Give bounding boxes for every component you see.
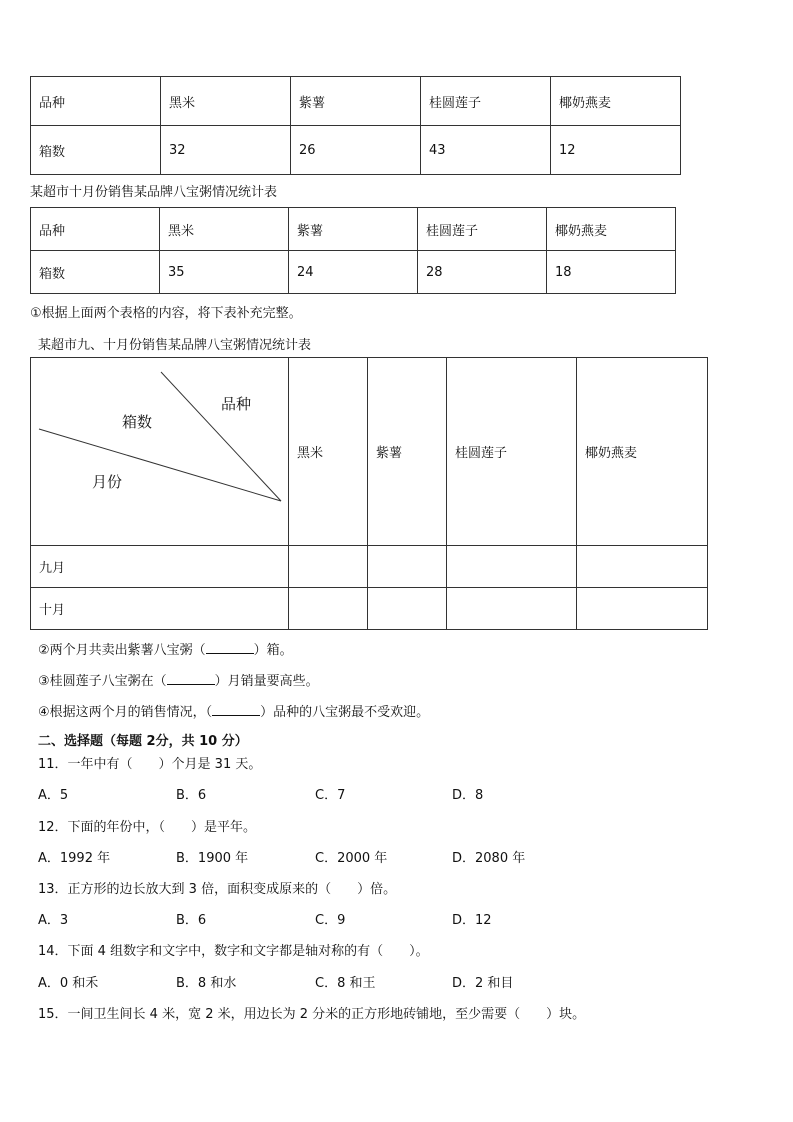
q3-text-pre: ③桂圆莲子八宝粥在（: [38, 674, 167, 689]
answer-blank[interactable]: [167, 672, 215, 685]
option-a[interactable]: A．0 和禾: [38, 976, 99, 991]
option-c[interactable]: C．7: [315, 788, 346, 803]
option-d[interactable]: D．12: [452, 913, 492, 928]
option-d[interactable]: D．2080 年: [452, 851, 526, 866]
question-q2: [38, 639, 293, 658]
answer-blank[interactable]: [212, 703, 260, 716]
q3-text-post: ）月销量要高些。: [214, 674, 319, 689]
table-row: [31, 546, 708, 588]
table-cell: 品种: [31, 208, 160, 251]
table-cell: 32: [161, 126, 291, 175]
blank-cell[interactable]: [577, 546, 708, 588]
table-cell: 椰奶燕麦: [551, 77, 681, 126]
diag-label-variety: 品种: [221, 395, 252, 413]
question-stem: 11．一年中有（ ）个月是 31 天。: [38, 757, 262, 772]
q2-text-post: ）箱。: [253, 643, 293, 658]
option-c[interactable]: C．8 和王: [315, 976, 376, 991]
table-header-cell: 黑米: [289, 358, 368, 546]
table-cell: 箱数: [31, 251, 160, 294]
option-b[interactable]: B．8 和水: [176, 976, 237, 991]
diag-label-month: 月份: [92, 473, 123, 491]
option-d[interactable]: D．2 和目: [452, 976, 514, 991]
table-row: [31, 358, 708, 546]
blank-cell[interactable]: [447, 588, 577, 630]
question-stem: 15．一间卫生间长 4 米，宽 2 米，用边长为 2 分米的正方形地砖铺地，至少需要（ ）块。: [38, 1007, 586, 1022]
table3-caption: 某超市九、十月份销售某品牌八宝粥情况统计表: [38, 338, 312, 353]
q2-text-pre: ②两个月共卖出紫薯八宝粥（: [38, 643, 206, 658]
table-cell: 紫薯: [289, 208, 418, 251]
row-label: 十月: [31, 588, 289, 630]
diag-label-boxes: 箱数: [122, 413, 153, 431]
table-october: [30, 207, 676, 294]
table-cell: 28: [418, 251, 547, 294]
answer-blank[interactable]: [206, 641, 254, 654]
table-cell: 黑米: [160, 208, 289, 251]
table-cell: 椰奶燕麦: [547, 208, 676, 251]
table-row: [31, 126, 681, 175]
question-stem: 12．下面的年份中，（ ）是平年。: [38, 820, 257, 835]
table-cell: 品种: [31, 77, 161, 126]
section-title: 二、选择题（每题 2分，共 10 分）: [38, 734, 248, 749]
table-header-cell: 椰奶燕麦: [577, 358, 708, 546]
instruction-q1: ①根据上面两个表格的内容，将下表补充完整。: [30, 306, 302, 321]
table-row: [31, 208, 676, 251]
table-cell: 紫薯: [291, 77, 421, 126]
question-q4: [38, 701, 429, 720]
option-a[interactable]: A．3: [38, 913, 69, 928]
table-row: [31, 77, 681, 126]
option-a[interactable]: A．1992 年: [38, 851, 111, 866]
option-b[interactable]: B．6: [176, 788, 207, 803]
table2-caption: 某超市十月份销售某品牌八宝粥情况统计表: [30, 185, 278, 200]
option-b[interactable]: B．1900 年: [176, 851, 249, 866]
blank-cell[interactable]: [289, 546, 368, 588]
diagonal-lines: [31, 358, 289, 546]
row-label: 九月: [31, 546, 289, 588]
table-header-cell: 紫薯: [368, 358, 447, 546]
table-cell: 箱数: [31, 126, 161, 175]
option-b[interactable]: B．6: [176, 913, 207, 928]
table-cell: 24: [289, 251, 418, 294]
table-cell: 26: [291, 126, 421, 175]
question-stem: 13．正方形的边长放大到 3 倍，面积变成原来的（ ）倍。: [38, 882, 397, 897]
blank-cell[interactable]: [447, 546, 577, 588]
table-cell: 12: [551, 126, 681, 175]
blank-cell[interactable]: [368, 588, 447, 630]
table-cell: 43: [421, 126, 551, 175]
option-d[interactable]: D．8: [452, 788, 484, 803]
table-header-cell: 桂圆莲子: [447, 358, 577, 546]
q4-text-post: ）品种的八宝粥最不受欢迎。: [260, 705, 430, 720]
table-september: [30, 76, 681, 175]
table-cell: 黑米: [161, 77, 291, 126]
table-cell: 桂圆莲子: [418, 208, 547, 251]
option-c[interactable]: C．9: [315, 913, 346, 928]
table-cell: 35: [160, 251, 289, 294]
option-c[interactable]: C．2000 年: [315, 851, 388, 866]
q4-text-pre: ④根据这两个月的销售情况，（: [38, 705, 213, 720]
blank-cell[interactable]: [368, 546, 447, 588]
question-q3: [38, 670, 319, 689]
table-cell: 18: [547, 251, 676, 294]
table-combined: [30, 357, 708, 630]
table-cell: 桂圆莲子: [421, 77, 551, 126]
table-row: [31, 588, 708, 630]
table-row: [31, 251, 676, 294]
option-a[interactable]: A．5: [38, 788, 69, 803]
blank-cell[interactable]: [577, 588, 708, 630]
diagonal-header-cell: [31, 358, 289, 546]
blank-cell[interactable]: [289, 588, 368, 630]
question-stem: 14．下面 4 组数字和文字中，数字和文字都是轴对称的有（ ）。: [38, 944, 429, 959]
